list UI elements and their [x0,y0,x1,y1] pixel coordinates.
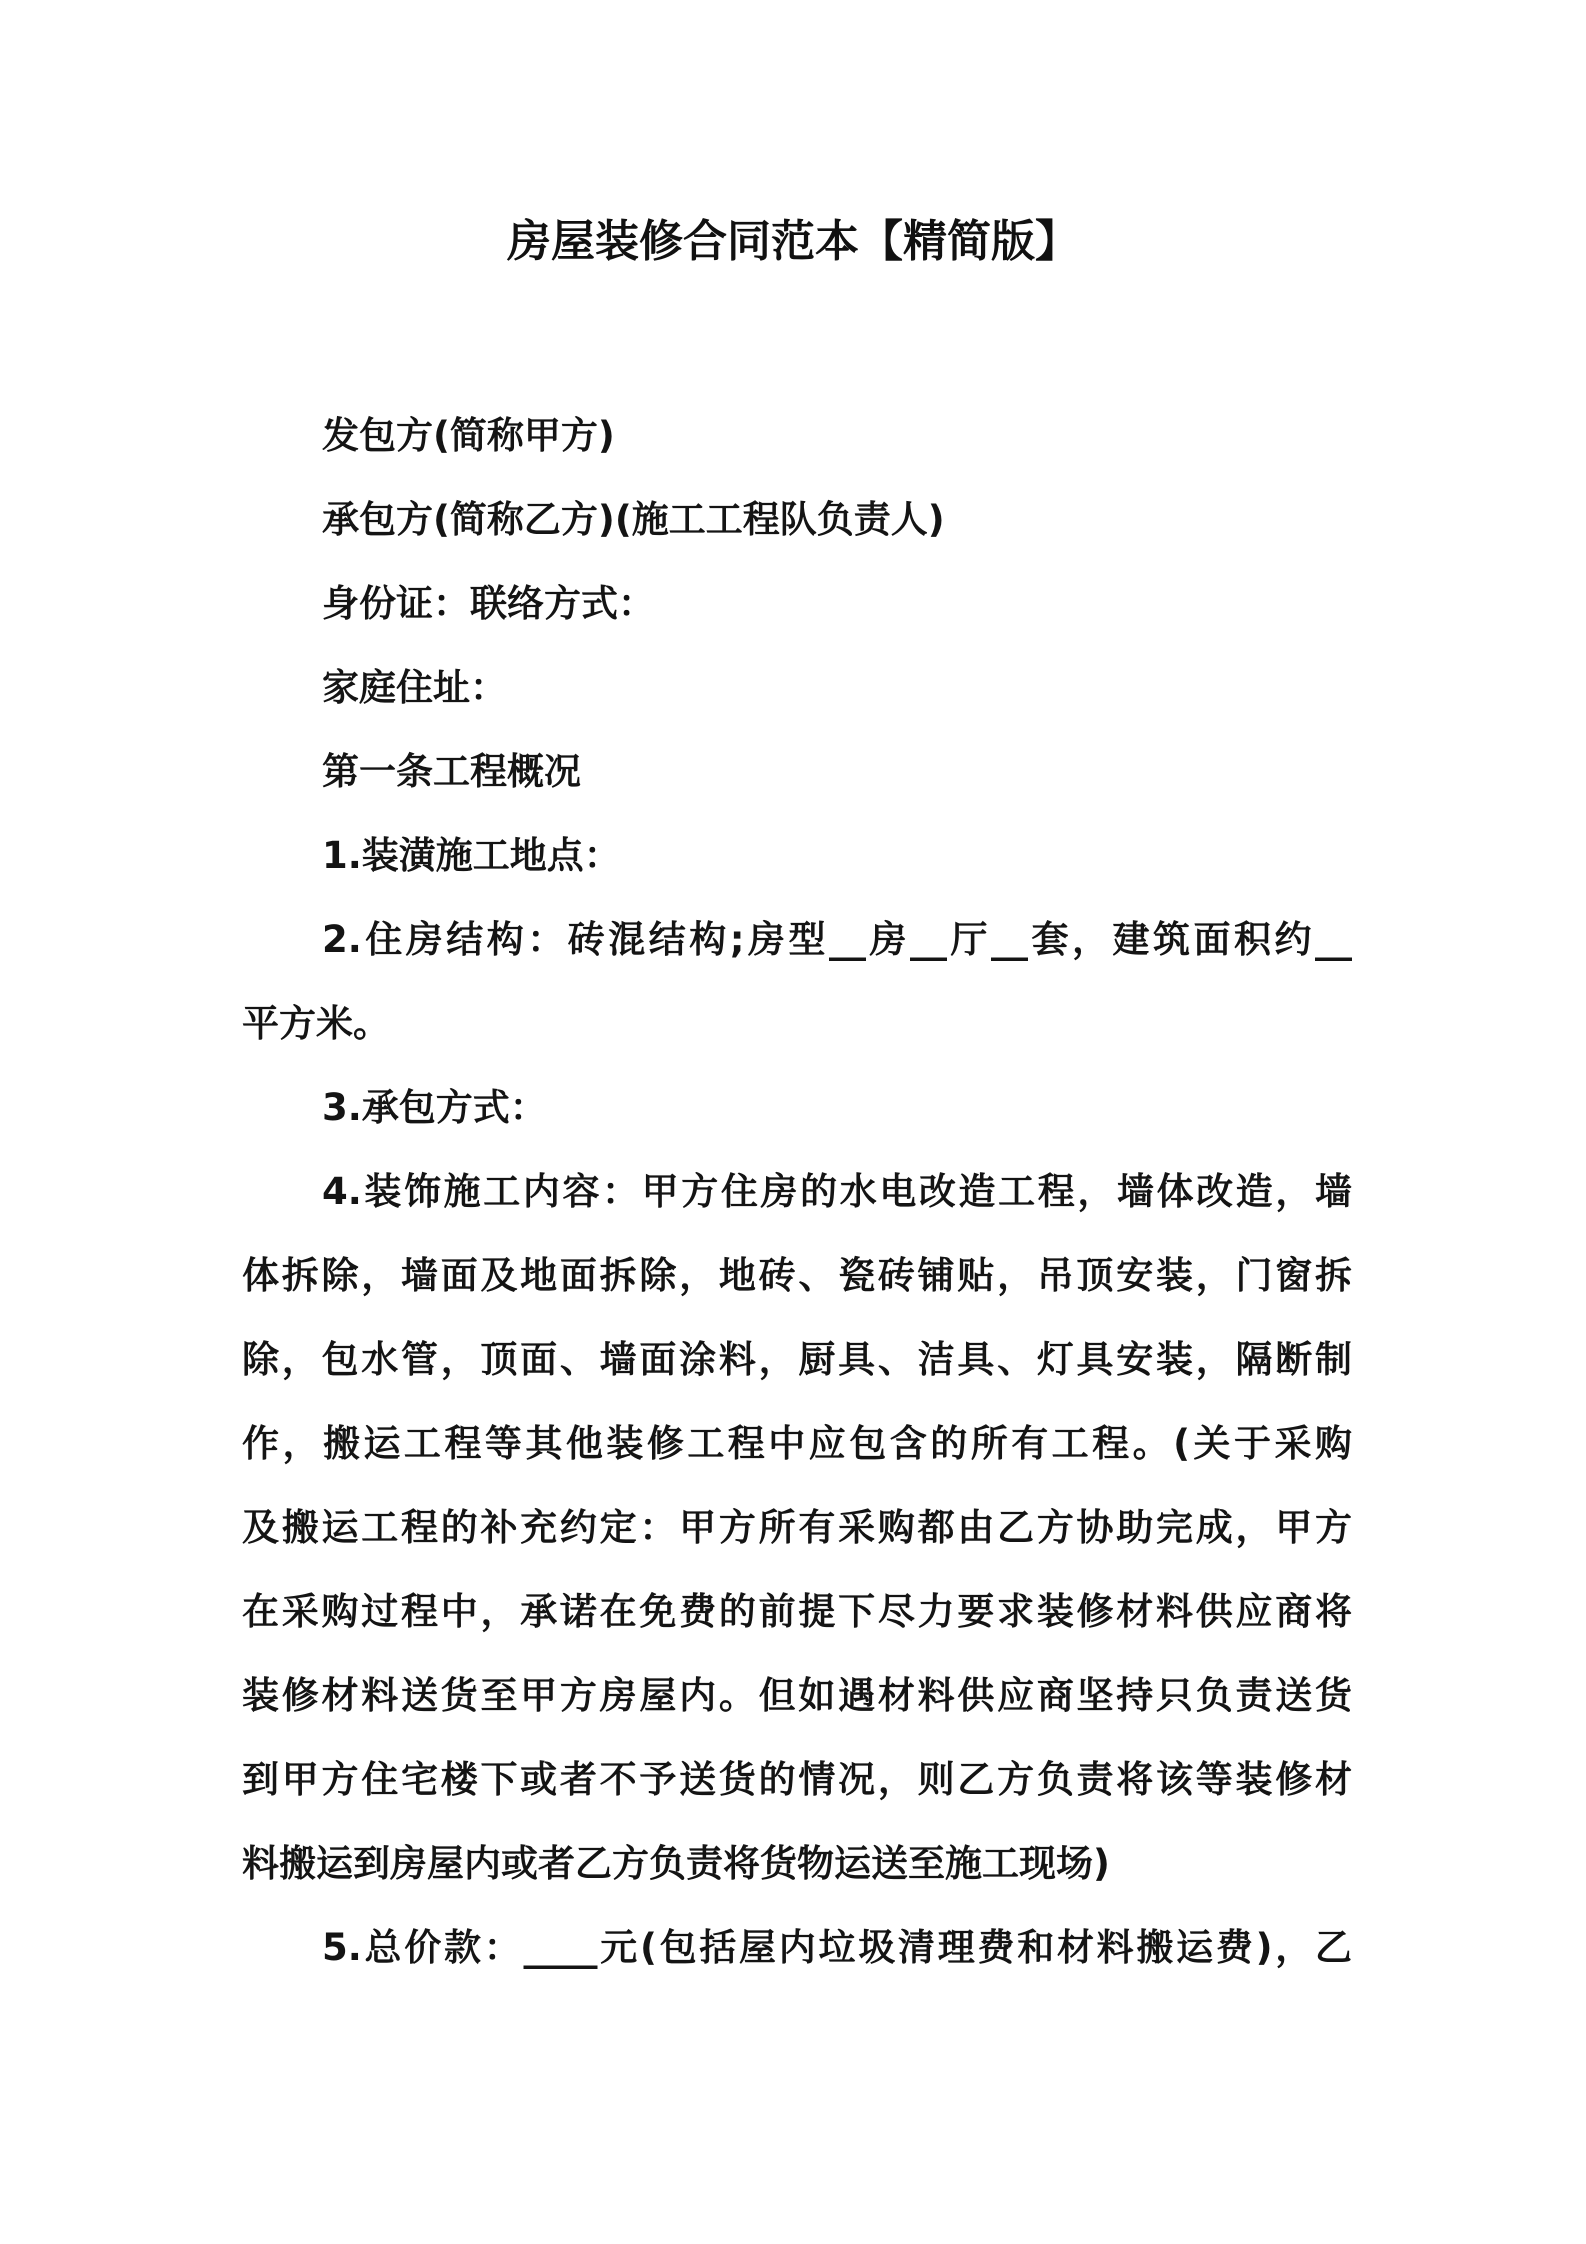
item-4-line-1: 4.装饰施工内容：甲方住房的水电改造工程，墙体改造，墙 [322,1170,1352,1213]
home-address-line: 家庭住址： [322,666,507,709]
item-1-line: 1.装潢施工地点： [322,834,621,877]
item-4-line-9: 料搬运到房屋内或者乙方负责将货物运送至施工现场) [242,1842,1110,1885]
article-one-heading: 第一条工程概况 [322,750,581,793]
party-a-line: 发包方(简称甲方) [322,414,615,457]
party-b-line: 承包方(简称乙方)(施工工程队负责人) [322,498,945,541]
item-5-line-1: 5.总价款：____元(包括屋内垃圾清理费和材料搬运费)，乙 [322,1926,1352,1969]
item-3-line: 3.承包方式： [322,1086,547,1129]
item-4-line-6: 在采购过程中，承诺在免费的前提下尽力要求装修材料供应商将 [242,1590,1352,1633]
item-2-line-2: 平方米。 [242,1002,390,1045]
item-4-line-3: 除，包水管，顶面、墙面涂料，厨具、洁具、灯具安装，隔断制 [242,1338,1352,1381]
item-4-line-4: 作，搬运工程等其他装修工程中应包含的所有工程。(关于采购 [242,1422,1352,1465]
item-2-line-1: 2.住房结构：砖混结构;房型__房__厅__套，建筑面积约__ [322,918,1352,961]
item-4-line-8: 到甲方住宅楼下或者不予送货的情况，则乙方负责将该等装修材 [242,1758,1352,1801]
item-4-line-2: 体拆除，墙面及地面拆除，地砖、瓷砖铺贴，吊顶安装，门窗拆 [242,1254,1352,1297]
document-title: 房屋装修合同范本【精简版】 [507,216,1079,267]
id-contact-line: 身份证：联络方式： [322,582,655,625]
item-4-line-5: 及搬运工程的补充约定：甲方所有采购都由乙方协助完成，甲方 [242,1506,1352,1549]
item-4-line-7: 装修材料送货至甲方房屋内。但如遇材料供应商坚持只负责送货 [242,1674,1352,1717]
